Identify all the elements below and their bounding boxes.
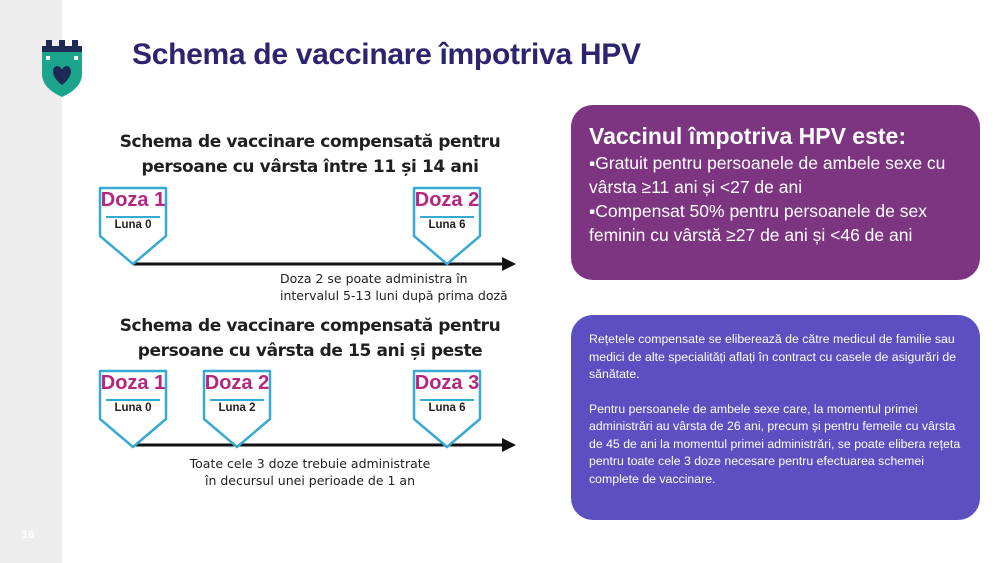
dose-month: Luna 2 [218,402,256,414]
schema-1-title-line-2: persoane cu vârsta între 11 și 14 ani [141,157,479,177]
schema-1-dose-1-marker [98,186,168,268]
vaccine-card-title: Vaccinul împotriva HPV este: [589,123,907,149]
vaccine-card-item-compensated: ▪Compensat 50% pentru persoanele de sex feminin cu vârstă ≥27 de ani și <46 de ani [589,201,927,245]
schema-2-title [96,314,524,364]
schema-2-note-line-2: în decursul unei perioade de 1 an [204,473,416,488]
dose-month: Luna 0 [114,219,152,231]
schema-1-note [280,270,530,304]
schema-2-title-line-2: persoane cu vârsta de 15 ani și peste [137,341,483,361]
prescription-info-card [571,315,980,520]
slide-number: 16 [22,529,35,541]
prescription-paragraph-1: Rețetele compensate se eliberează de către medicul de familie sau medici de alte specialități aflați în contract cu casele de asigurări de sănătate. [589,332,957,381]
dose-label: Doza 2 [414,189,480,211]
vaccine-card-item-free: ▪Gratuit pentru persoanele de ambele sexe cu vârsta ≥11 ani și <27 de ani [589,153,946,197]
schema-2-dose-2-marker [202,369,272,451]
schema-2-title-line-1: Schema de vaccinare compensată pentru [119,316,501,336]
dose-month: Luna 0 [114,402,152,414]
dose-label: Doza 1 [100,189,166,211]
dose-month: Luna 6 [428,219,466,231]
schema-2-note [160,455,460,489]
vaccine-info-card [571,105,980,280]
schema-1-note-line-2: intervalul 5-13 luni după prima doză [280,288,508,303]
schema-2-dose-1-marker [98,369,168,451]
schema-1-dose-2-marker [412,186,482,268]
dose-label: Doza 2 [204,372,270,394]
shield-logo-icon [38,38,86,98]
page-title: Schema de vaccinare împotriva HPV [132,38,641,71]
schema-2-dose-3-marker [412,369,482,451]
schema-1-title-line-1: Schema de vaccinare compensată pentru [119,132,501,152]
schema-1-note-line-1: Doza 2 se poate administra în [280,271,468,286]
schema-2-timeline [96,369,526,459]
schema-2-note-line-1: Toate cele 3 doze trebuie administrate [189,456,431,471]
dose-month: Luna 6 [428,402,466,414]
dose-label: Doza 1 [100,372,166,394]
prescription-paragraph-2: Pentru persoanele de ambele sexe care, la momentul primei administrări au vârsta de 26 ani, precum și pentru femeile cu vârsta de 45 de ani la momentul primei administrări, se poate elibera rețeta pentru toate cele 3 doze necesare pentru efectuarea schemei complete de vaccinare. [589,401,961,486]
schema-1-title [96,130,524,180]
schema-1-timeline [96,186,526,276]
dose-label: Doza 3 [414,372,480,394]
